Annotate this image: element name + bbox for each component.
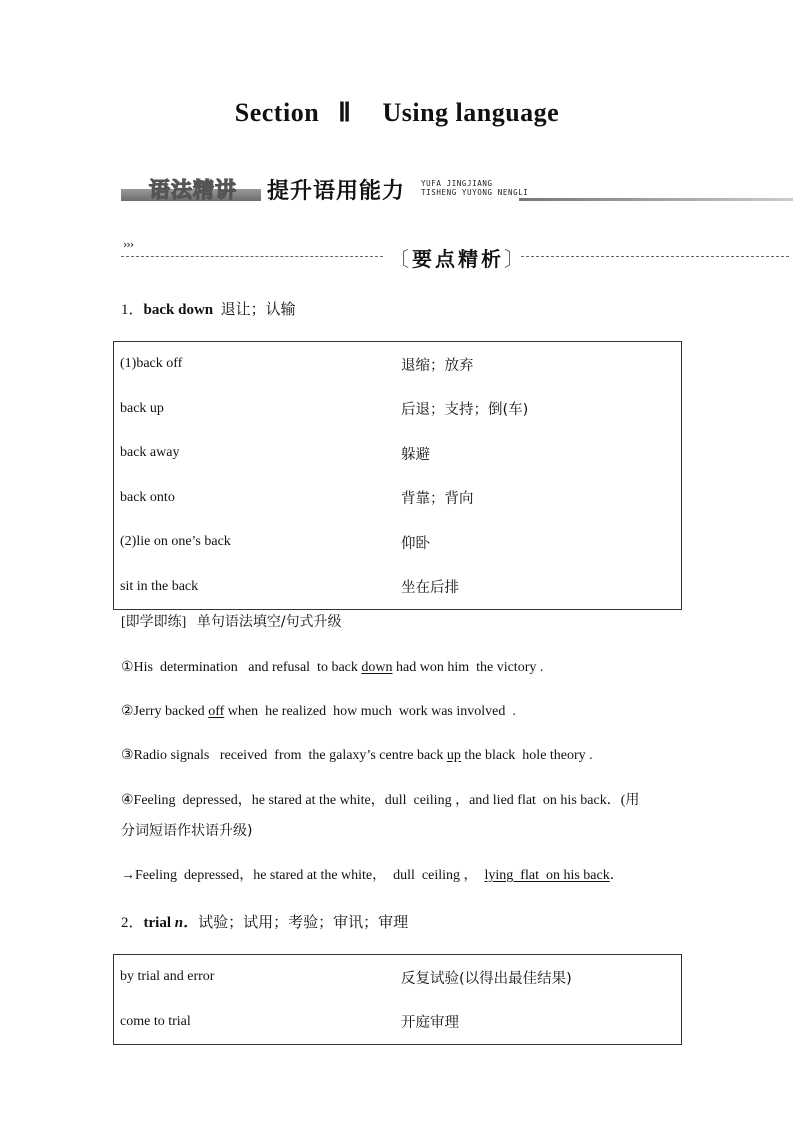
bracket-close: 〕 <box>504 247 527 271</box>
exercise-answer: up <box>446 748 461 763</box>
table-row <box>114 520 682 565</box>
item2-number: 2． <box>121 915 144 931</box>
banner-pinyin-line-2: TISHENG YUYONG NENGLI <box>421 188 529 197</box>
table-row <box>114 342 682 387</box>
exercise-4-line-2: 分词短语作状语升级) <box>121 823 253 839</box>
table-cell-en: back onto <box>120 489 175 505</box>
item2-table <box>113 954 682 1045</box>
exercise-3 <box>121 746 681 766</box>
practice-text: 单句语法填空/句式升级 <box>196 614 342 630</box>
table-cell-en: back up <box>120 400 164 416</box>
divider-dashed-right <box>521 256 789 257</box>
table-row <box>114 565 682 610</box>
table-row <box>114 476 682 521</box>
table-row <box>114 1000 682 1045</box>
item2-meaning: 试验；试用；考验；审讯；审理 <box>198 913 409 931</box>
practice-label: [即学即练] <box>121 615 187 630</box>
banner-right-label: 提升语用能力 <box>267 179 406 204</box>
banner-pinyin-line-1: YUFA JINGJIANG <box>421 179 493 188</box>
item1-phrase: back down <box>143 302 214 318</box>
exercise-text: had won him the victory . <box>392 660 544 675</box>
table-row <box>114 431 682 476</box>
exercise-text: ②Jerry backed <box>121 704 209 719</box>
item2-word: trial <box>143 915 172 931</box>
exercise-1 <box>121 658 681 678</box>
page-title <box>0 98 794 128</box>
table-cell-zh: 仰卧 <box>401 535 430 552</box>
table-cell-en: (1)back off <box>120 356 183 372</box>
divider-dashed-left <box>121 256 383 257</box>
banner-pinyin <box>421 179 528 197</box>
table-cell-en: come to trial <box>120 1013 191 1029</box>
table-cell-zh: 后退；支持；倒(车) <box>401 402 529 419</box>
exercise-answer: lying flat on his back <box>484 868 610 883</box>
item2-heading <box>121 911 408 932</box>
banner-rule <box>519 198 793 201</box>
key-points-label <box>389 243 527 272</box>
exercise-text: the black hole theory . <box>460 748 593 763</box>
table-cell-en: by trial and error <box>120 969 215 985</box>
section-banner <box>121 172 793 206</box>
key-points-divider <box>121 240 789 270</box>
title-section: Section <box>234 98 320 127</box>
item1-number: 1． <box>121 302 144 318</box>
exercise-text: ． <box>609 868 624 883</box>
exercise-text: →Feeling depressed，he stared at the white， dull ceiling ， <box>121 868 485 883</box>
table-cell-zh: 反复试验(以得出最佳结果) <box>401 970 572 987</box>
exercise-text: ③Radio signals received from the galaxy’s centre back <box>121 748 447 763</box>
exercise-4-answer <box>121 866 681 886</box>
item1-table <box>113 341 682 610</box>
chevrons-icon: ››› <box>123 238 134 251</box>
table-cell-en: (2)lie on one’s back <box>120 534 231 550</box>
table-cell-en: back away <box>120 445 180 461</box>
table-cell-zh: 躲避 <box>401 446 430 463</box>
exercise-answer: off <box>208 704 225 719</box>
exercise-4-line-1: ④Feeling depressed，he stared at the white，dull ceiling ，and lied flat on his back．(用 <box>121 793 640 808</box>
title-text: Using language <box>382 98 560 127</box>
exercise-text: ①His determination and refusal to back <box>121 660 362 675</box>
exercise-answer: down <box>361 660 393 675</box>
practice-heading <box>121 612 681 633</box>
table-cell-zh: 退缩；放弃 <box>401 357 474 374</box>
item2-pos: n． <box>174 915 199 931</box>
item1-heading <box>121 298 296 319</box>
table-row <box>114 387 682 432</box>
bracket-open: 〔 <box>389 247 412 271</box>
exercise-2 <box>121 702 681 722</box>
table-row <box>114 955 682 1000</box>
key-points-text: 要点精析 <box>412 247 504 271</box>
exercise-text: when he realized how much work was involved . <box>224 704 516 719</box>
table-cell-zh: 背靠；背向 <box>401 491 474 508</box>
table-cell-zh: 坐在后排 <box>401 580 459 597</box>
item1-meaning: 退让；认输 <box>220 300 296 318</box>
title-roman-numeral: Ⅱ <box>338 98 352 127</box>
table-cell-en: sit in the back <box>120 578 199 594</box>
banner-left-label: 语法精讲 <box>149 178 237 202</box>
table-cell-zh: 开庭审理 <box>401 1015 459 1032</box>
